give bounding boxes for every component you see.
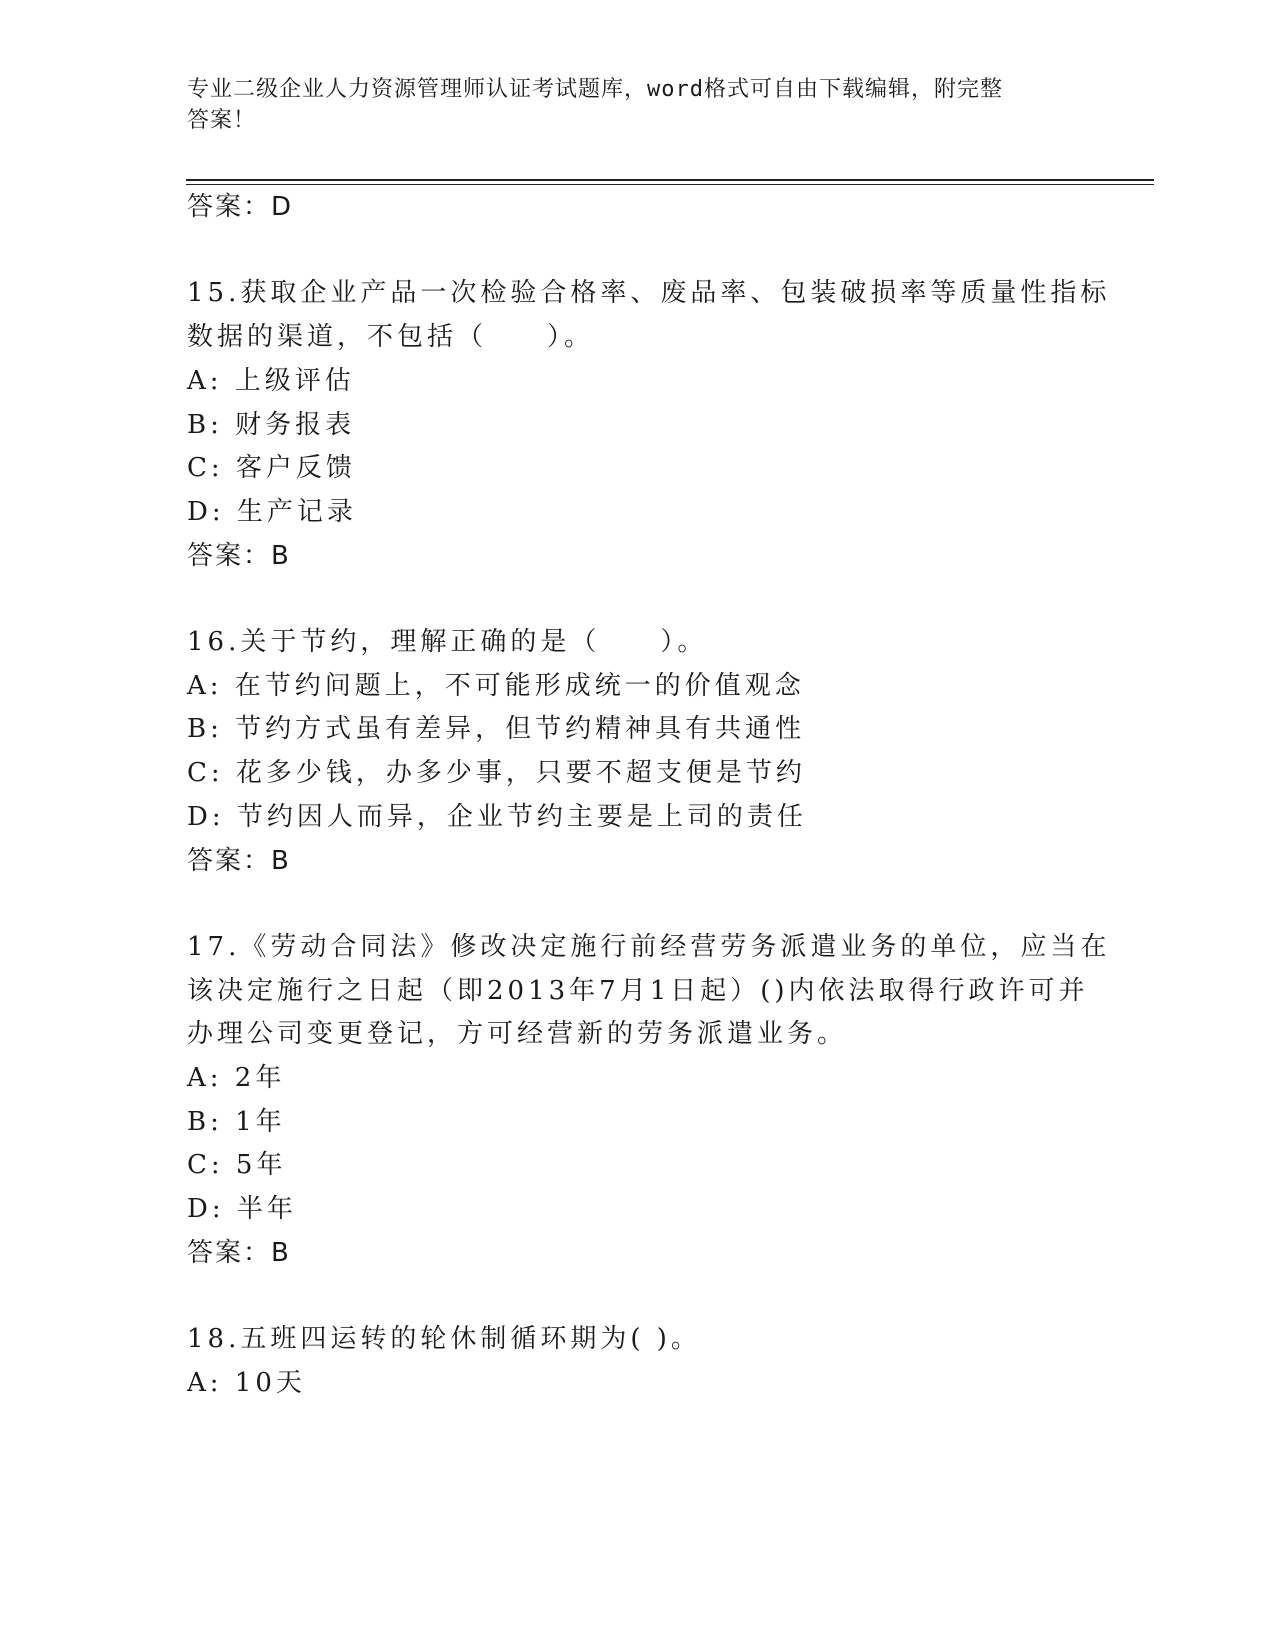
- question-17-answer: 答案：B: [187, 1238, 291, 1268]
- question-15-stem-line-1: 15.获取企业产品一次检验合格率、废品率、包装破损率等质量性指标: [187, 278, 1111, 308]
- question-18-stem-line-1: 18.五班四运转的轮休制循环期为( )。: [187, 1324, 701, 1354]
- document-header: [187, 74, 1077, 136]
- header-title-line-2: 答案！: [187, 108, 257, 133]
- header-title-line-1: 专业二级企业人力资源管理师认证考试题库，word格式可自由下载编辑，附完整: [187, 77, 1003, 102]
- question-15-option-d: D: 生产记录: [187, 497, 357, 527]
- question-17-option-c: C: 5年: [187, 1150, 287, 1180]
- question-16-option-d: D: 节约因人而异，企业节约主要是上司的责任: [187, 802, 807, 832]
- question-16-answer: 答案：B: [187, 846, 291, 876]
- question-16-stem-line-1: 16.关于节约，理解正确的是（ ）。: [187, 627, 708, 657]
- question-16-option-b: B: 节约方式虽有差异，但节约精神具有共通性: [187, 714, 806, 744]
- question-17-stem-line-2: 该决定施行之日起（即2013年7月1日起）()内依法取得行政许可并: [187, 976, 1089, 1006]
- question-18-option-a: A: 10天: [187, 1368, 306, 1398]
- question-15-stem-line-2: 数据的渠道，不包括（ ）。: [187, 322, 595, 352]
- question-15-option-a: A: 上级评估: [187, 366, 355, 396]
- question-17-option-b: B: 1年: [187, 1107, 286, 1137]
- question-17-option-a: A: 2年: [187, 1063, 286, 1093]
- question-15-option-c: C: 客户反馈: [187, 453, 356, 483]
- question-17-option-d: D: 半年: [187, 1194, 297, 1224]
- header-divider-thick: [186, 179, 1154, 181]
- question-16-option-c: C: 花多少钱，办多少事，只要不超支便是节约: [187, 758, 806, 788]
- question-15-option-b: B: 财务报表: [187, 410, 356, 440]
- question-15-answer: 答案：B: [187, 541, 291, 571]
- question-17-stem-line-3: 办理公司变更登记，方可经营新的劳务派遣业务。: [187, 1019, 848, 1049]
- question-17-stem-line-1: 17.《劳动合同法》修改决定施行前经营劳务派遣业务的单位，应当在: [187, 932, 1111, 962]
- previous-answer: 答案：D: [187, 192, 294, 222]
- question-16-option-a: A: 在节约问题上，不可能形成统一的价值观念: [187, 671, 805, 701]
- header-divider-thin: [186, 184, 1154, 185]
